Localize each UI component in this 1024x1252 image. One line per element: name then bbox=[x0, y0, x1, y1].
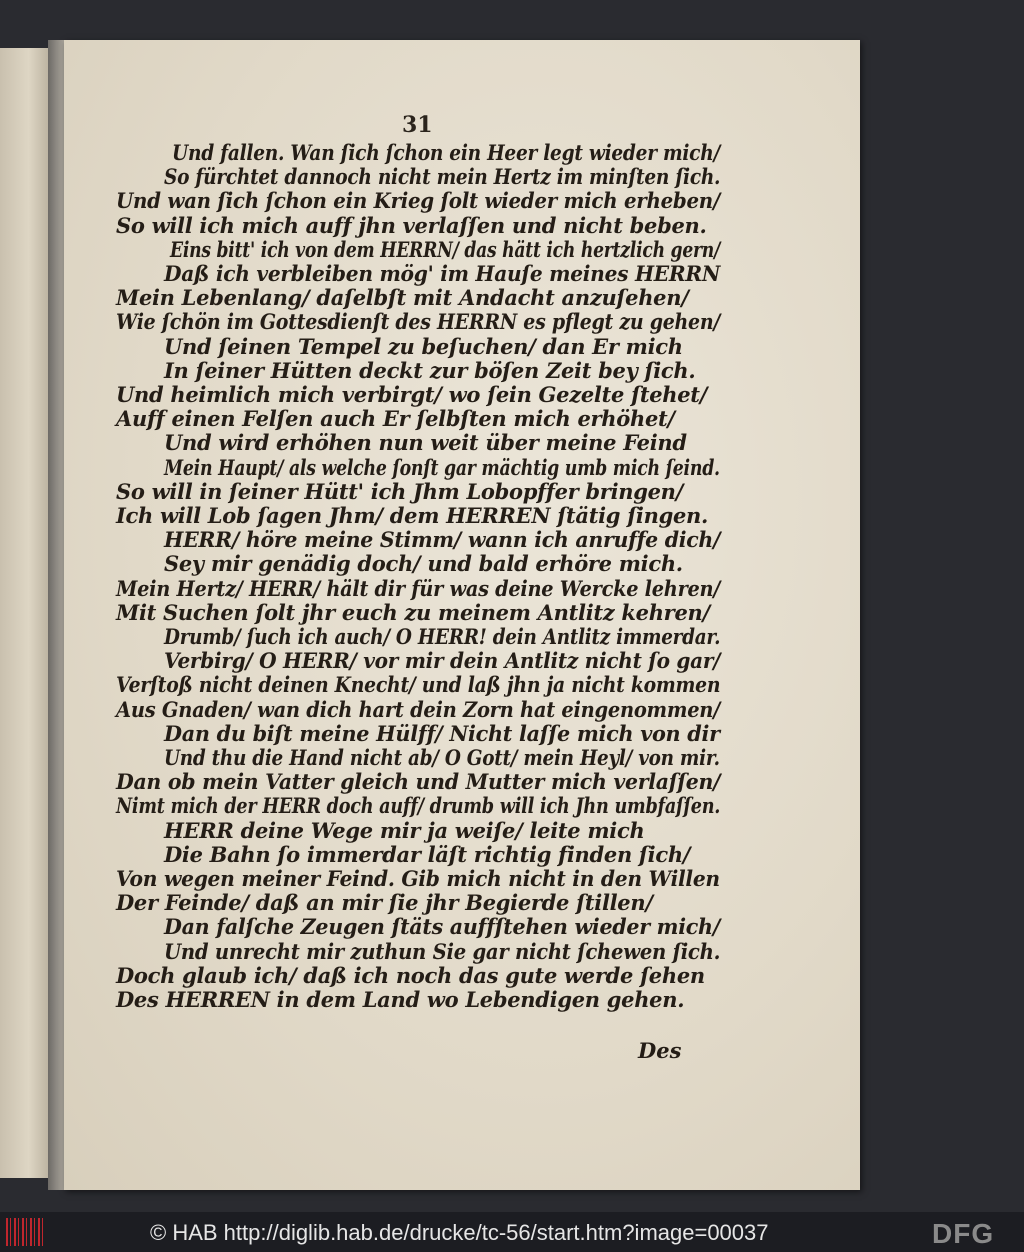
poem-line: Auff einen Felſen auch Er ſelbſten mich erhöhet/ bbox=[116, 406, 675, 432]
poem-line: Mit Suchen ſolt jhr euch zu meinem Antlitz kehren/ bbox=[116, 599, 710, 625]
poem-line: Mein Lebenlang/ daſelbſt mit Andacht anzuſehen/ bbox=[116, 285, 689, 311]
poem-line: Eins bitt' ich von dem HERRN/ das hätt ich hertzlich gern/ bbox=[170, 236, 721, 262]
poem-line: HERR/ höre meine Stimm/ wann ich anruffe dich/ bbox=[164, 527, 721, 553]
page-number: 31 bbox=[402, 112, 433, 138]
copyright-url-text: © HAB http://diglib.hab.de/drucke/tc-56/start.htm?image=00037 bbox=[150, 1220, 769, 1245]
poem-line: So will in ſeiner Hütt' ich Jhm Lobopffer bringen/ bbox=[116, 478, 683, 504]
poem-line: Von wegen meiner Feind. Gib mich nicht in den Willen bbox=[116, 866, 720, 891]
poem-line: Verbirg/ O HERR/ vor mir dein Antlitz nicht ſo gar/ bbox=[164, 648, 721, 674]
poem-line: Des HERREN in dem Land wo Lebendigen gehen. bbox=[116, 987, 685, 1012]
poem-line: Mein Hertz/ HERR/ hält dir für was deine Wercke lehren/ bbox=[116, 575, 721, 601]
poem-line: Die Bahn ſo immerdar läſt richtig finden ſich/ bbox=[164, 841, 691, 867]
poem-line: Wie ſchön im Gottesdienſt des HERRN es pflegt zu gehen/ bbox=[116, 309, 721, 335]
footer-bar bbox=[0, 1212, 1024, 1252]
poem-line: Verſtoß nicht deinen Knecht/ und laß jhn ja nicht kommen bbox=[116, 672, 721, 698]
poem-line: Und heimlich mich verbirgt/ wo ſein Gezelte ſtehet/ bbox=[116, 382, 708, 407]
poem-line: Und thu die Hand nicht ab/ O Gott/ mein Heyl/ von mir. bbox=[164, 745, 720, 770]
poem-line: Dan ob mein Vatter gleich und Mutter mich verlaſſen/ bbox=[116, 769, 721, 795]
poem-line: Aus Gnaden/ wan dich hart dein Zorn hat eingenommen/ bbox=[116, 696, 721, 722]
poem-line: Drumb/ ſuch ich auch/ O HERR! dein Antlitz immerdar. bbox=[164, 624, 721, 649]
poem-line: So fürchtet dannoch nicht mein Hertz im minſten ſich. bbox=[164, 164, 721, 190]
barcode-icon bbox=[6, 1218, 46, 1246]
dfg-logo: DFG bbox=[932, 1218, 995, 1249]
poem-line: Doch glaub ich/ daß ich noch das gute werde ſehen bbox=[116, 962, 705, 988]
poem-line: Nimt mich der HERR doch auff/ drumb will ich Jhn umbfaſſen. bbox=[116, 793, 721, 819]
poem-line: Dan du biſt meine Hülff/ Nicht laſſe mich von dir bbox=[164, 720, 720, 746]
poem-line: Daß ich verbleiben mög' im Hauſe meines HERRN bbox=[164, 261, 721, 286]
poem-line: So will ich mich auff jhn verlaſſen und nicht beben. bbox=[116, 212, 707, 238]
poem-line: Und ſeinen Tempel zu beſuchen/ dan Er mich bbox=[164, 333, 683, 359]
poem-line: Sey mir genädig doch/ und bald erhöre mich. bbox=[164, 551, 683, 577]
poem-line: Der Feinde/ daß an mir ſie jhr Begierde ſtillen/ bbox=[116, 890, 653, 916]
poem-line: In ſeiner Hütten deckt zur böſen Zeit bey ſich. bbox=[164, 357, 696, 383]
poem-line: Ich will Lob ſagen Jhm/ dem HERREN ſtätig ſingen. bbox=[116, 503, 709, 528]
facing-page-edge bbox=[0, 48, 52, 1178]
poem-line: HERR deine Wege mir ja weiſe/ leite mich bbox=[164, 817, 645, 843]
poem-line: Dan falſche Zeugen ſtäts auffſtehen wieder mich/ bbox=[164, 914, 720, 940]
poem-line: Und wan ſich ſchon ein Krieg ſolt wieder mich erheben/ bbox=[116, 188, 720, 214]
catchword: Des bbox=[638, 1038, 682, 1063]
poem-line: Und unrecht mir zuthun Sie gar nicht ſchewen ſich. bbox=[164, 938, 721, 964]
poem-line: Mein Haupt/ als welche ſonſt gar mächtig umb mich ſeind. bbox=[164, 454, 720, 480]
poem-line: Und fallen. Wan ſich ſchon ein Heer legt wieder mich/ bbox=[172, 140, 720, 165]
poem-line: Und wird erhöhen nun weit über meine Feind bbox=[164, 430, 687, 456]
